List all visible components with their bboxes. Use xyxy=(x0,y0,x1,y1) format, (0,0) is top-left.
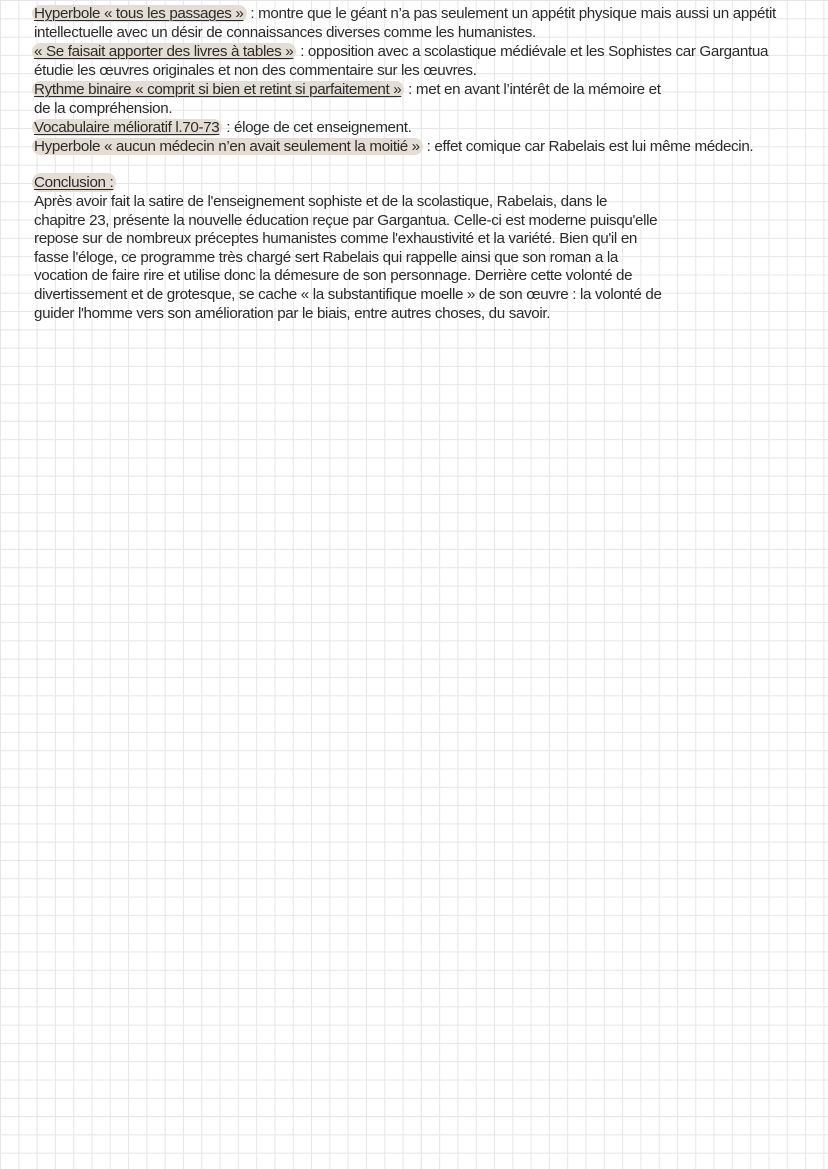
note-highlight: « Se faisait apporter des livres à tables » xyxy=(32,43,296,60)
note-continuation: de la compréhension. xyxy=(34,100,173,117)
note-highlight: Rythme binaire « comprit si bien et retint si parfaitement » xyxy=(32,81,404,98)
note-line xyxy=(34,137,820,156)
note-line xyxy=(34,4,820,23)
conclusion-line: fasse l'éloge, ce programme très chargé sert Rabelais qui rappelle ainsi que son roman a la xyxy=(34,248,618,266)
note-highlight: Vocabulaire mélioratif l.70-73 xyxy=(32,119,222,136)
conclusion-title: Conclusion : xyxy=(32,173,116,192)
conclusion-line: divertissement et de grotesque, se cache « la substantifique moelle » de son œuvre : la volonté de xyxy=(34,285,662,303)
conclusion-line: Après avoir fait la satire de l'enseignement sophiste et de la scolastique, Rabelais, dans le xyxy=(34,193,608,210)
note-line xyxy=(34,42,820,61)
conclusion-line: guider l'homme vers son amélioration par le biais, entre autres choses, du savoir. xyxy=(34,304,551,322)
note-continuation: intellectuelle avec un désir de connaissances diverses comme les humanistes. xyxy=(34,24,536,41)
spacer xyxy=(34,156,820,173)
notes-block xyxy=(34,4,820,322)
note-text: : met en avant l’intérêt de la mémoire et xyxy=(404,81,661,98)
note-text: : effet comique car Rabelais est lui même médecin. xyxy=(422,138,754,155)
conclusion-line: chapitre 23, présente la nouvelle éducation reçue par Gargantua. Celle-ci est moderne puisqu'elle xyxy=(34,211,658,229)
note-line xyxy=(34,80,820,99)
conclusion-line: repose sur de nombreux préceptes humanistes comme l'exhaustivité et la variété. Bien qu'il en xyxy=(34,230,638,248)
conclusion-paragraph xyxy=(34,192,820,322)
note-highlight: Hyperbole « aucun médecin n’en avait seulement la moitié » xyxy=(32,138,423,155)
note-text: : éloge de cet enseignement. xyxy=(222,119,412,136)
note-line xyxy=(34,118,820,137)
note-text: : opposition avec a scolastique médiévale et les Sophistes car Gargantua xyxy=(296,43,769,60)
conclusion-heading-line xyxy=(34,173,820,192)
note-text: : montre que le géant n’a pas seulement un appétit physique mais aussi un appétit xyxy=(246,5,776,22)
conclusion-line: vocation de faire rire et utilise donc la démesure de son personnage. Derrière cette volonté de xyxy=(34,267,633,285)
note-highlight: Hyperbole « tous les passages » xyxy=(32,5,247,22)
note-continuation: étudie les œuvres originales et non des commentaire sur les œuvres. xyxy=(34,62,477,79)
